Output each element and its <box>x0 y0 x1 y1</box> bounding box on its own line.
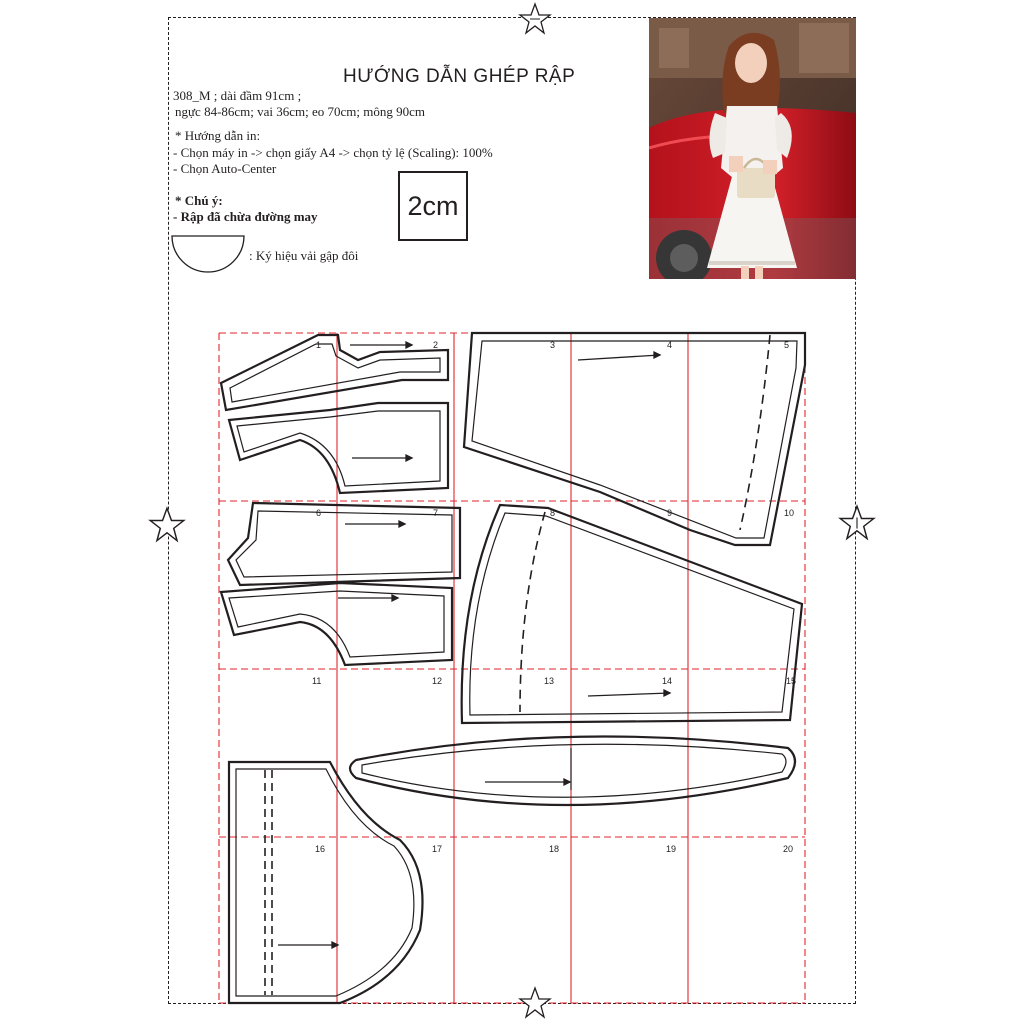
registration-star-icon <box>518 986 552 1020</box>
registration-star-icon <box>518 2 552 36</box>
tile-number: 17 <box>432 844 443 854</box>
fold-symbol-label: : Ký hiệu vải gập đôi <box>249 248 359 263</box>
tile-number: 15 <box>786 676 797 686</box>
print-guide-step-1: - Chọn máy in -> chọn giấy A4 -> chọn tỷ lệ (Scaling): 100% <box>173 145 493 160</box>
note-text: - Rập đã chừa đường may <box>173 209 318 224</box>
tile-number: 14 <box>662 676 673 686</box>
piece-front-bodice <box>221 335 448 410</box>
size-line-2: ngực 84-86cm; vai 36cm; eo 70cm; mông 90cm <box>175 104 426 119</box>
tile-number: 12 <box>432 676 443 686</box>
tile-number: 8 <box>550 508 556 518</box>
piece-sleeve <box>229 762 423 1003</box>
tile-number: 4 <box>667 340 673 350</box>
scale-label: 2cm <box>407 190 459 221</box>
tile-number: 3 <box>550 340 556 350</box>
tile-number: 2 <box>433 340 439 350</box>
tile-number: 1 <box>316 340 322 350</box>
tile-number: 16 <box>315 844 326 854</box>
tile-number: 13 <box>544 676 555 686</box>
tile-number: 5 <box>784 340 790 350</box>
piece-lining-front <box>228 503 460 585</box>
tile-number: 6 <box>316 508 322 518</box>
tile-number: 18 <box>549 844 560 854</box>
print-guide-step-2: - Chọn Auto-Center <box>173 161 277 176</box>
tile-number: 20 <box>783 844 794 854</box>
tile-number: 19 <box>666 844 677 854</box>
tile-number: 9 <box>667 508 673 518</box>
tile-grid <box>219 333 805 1003</box>
tile-number: 10 <box>784 508 795 518</box>
tile-number: 7 <box>433 508 439 518</box>
piece-waistband <box>350 736 795 805</box>
piece-back-bodice <box>229 403 448 493</box>
print-guide-heading: * Hướng dẫn in: <box>175 128 261 143</box>
size-line-1: 308_M ; dài đầm 91cm ; <box>173 88 302 103</box>
registration-star-icon <box>838 504 876 542</box>
tile-number: 11 <box>312 676 322 686</box>
registration-star-icon <box>148 506 186 544</box>
note-heading: * Chú ý: <box>175 193 223 208</box>
page-title: HƯỚNG DẪN GHÉP RẬP <box>343 66 576 87</box>
